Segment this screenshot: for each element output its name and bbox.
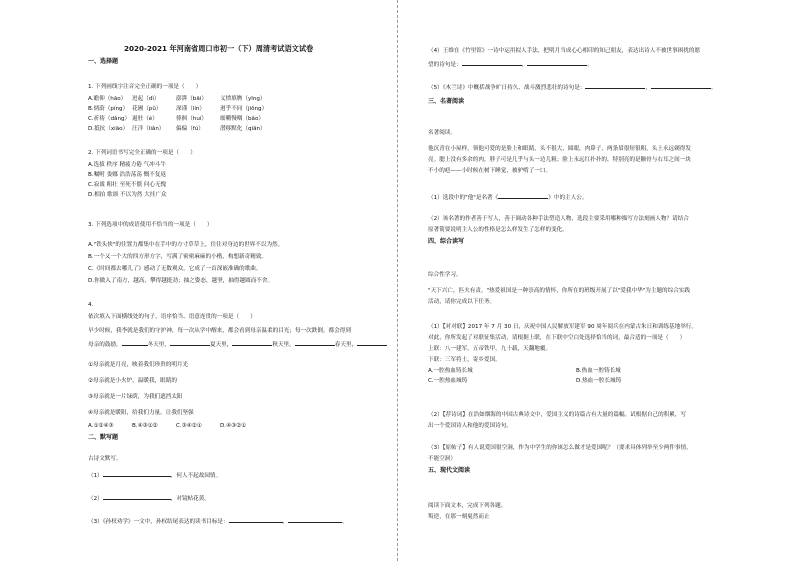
q2-option-d: D.相拍 歌颂 不以为然 大挂广众 — [88, 192, 167, 198]
q1-b-2: 花圃（pǔ） — [132, 106, 162, 112]
q1-option-b — [88, 106, 268, 113]
couplet-lower: 下联：三军将士，寄乡爱国。 — [428, 357, 501, 363]
q4-stem: 依次填入下面横线处的句子，语序恰当、语意连贯的一项是（ ） — [88, 314, 256, 320]
q1-option-d — [88, 126, 264, 133]
q1-b-4: 迥乎不同（jiōng） — [220, 106, 268, 112]
dictation-4-blank-2[interactable] — [527, 59, 587, 66]
section-classics-heading: 三、名著阅读 — [428, 98, 465, 105]
couplet-option-c[interactable]: C.一腔热血城铸 — [428, 378, 468, 384]
integrated-intro-1: "天下兴亡，匹夫有责。"热爱祖国是一种崇高的情怀，你所在的班级开展了以"爱我中华"为主题的综合实践 — [428, 288, 691, 294]
dictation-2-blank[interactable] — [103, 493, 171, 500]
modern-reading-label: 阅读下面文本，完成下列各题。 — [428, 503, 507, 509]
classics-q1 — [428, 192, 587, 202]
modern-reading-subtitle: 叛逆，在那一刻戛然而止 — [428, 514, 490, 520]
q1-a-1: A.瞻仰（hāo） — [88, 96, 127, 102]
q3-option-a: A."铁头侠"的往置力都集中在手中的方寸草草上，往往对身边的世界不以为然。 — [88, 242, 284, 248]
q4-p2-a: 母亲的鼓励， — [88, 342, 122, 348]
q3-option-c: C.《时间都去哪儿了》感动了无数观众，它成了一首深嵌准确的歌曲。 — [88, 266, 262, 272]
classics-q2-line2: 原著简要说明主人公的性格是怎么样发生了怎样的变化。 — [428, 227, 568, 233]
q2-stem: 2. 下列词语书写完全正确的一项是（ ） — [88, 150, 196, 156]
q1-a-4: 义愤填膺（yīng） — [220, 96, 266, 102]
dictation-5-blank-1[interactable] — [585, 82, 645, 89]
q4-blank-4[interactable] — [295, 339, 335, 346]
section-choice-heading: 一、选择题 — [88, 58, 119, 65]
q4-blank-2[interactable] — [170, 339, 210, 346]
q4-passage-2 — [88, 339, 387, 349]
q1-d-4: 潜移默化（qiǎn） — [220, 126, 266, 132]
couplet-line1: （1）【对对联】2017 年 7 月 30 日，庆祝中国人民解放军建军 90 周年阅兵在内蒙古朱日和训练基地举行。 — [428, 324, 697, 330]
dictation-3-blank-2[interactable] — [288, 516, 342, 523]
couplet-option-b[interactable]: B.热血一腔铸长城 — [576, 368, 621, 374]
q4-p2-e: 春天里， — [334, 342, 358, 348]
q4-choice-d[interactable]: D.④③②① — [220, 423, 247, 429]
q1-d-1: D.抵抗（xiāo） — [88, 126, 129, 132]
q4-number: 4. — [88, 302, 94, 308]
dictation-5-blank-2[interactable] — [651, 82, 711, 89]
dictation-4-text: 望的诗句是： — [428, 62, 462, 68]
q1-d-3: 偏偏（fú） — [176, 126, 204, 132]
q1-a-2: 迸起（dì） — [132, 96, 160, 102]
classics-passage-2: 亮。腮上没有多余的肉，脖子可是几乎与头一边儿粗；脸上永远红扑扑的，特别亮的是颧骨与右耳之间一块 — [428, 157, 691, 163]
classics-passage-1: 他沉青在小屋样，领他可爱的是脸上和眼睛，头不很大，圆眼，肉鼻子，两条眉很短很粗，头上永远剃得发 — [428, 146, 691, 152]
dictation-4-line1: （4）王维在《竹里馆》一诗中运用拟人手法，把明月当成心心相印的知己朋友，表达出诗人不被世事困扰的愿 — [428, 48, 701, 54]
q4-choice-c[interactable]: C.③④②① — [176, 423, 202, 429]
integrated-intro-2: 活动，请你完成以下任务。 — [428, 299, 496, 305]
q4-item-3: ③母亲就是一片绿荫，为我们遮挡太阳 — [88, 394, 183, 400]
q3-option-b: B.一个又一个大的四方形方字，写满了密密麻麻的小楷，构想新奇精致。 — [88, 254, 268, 260]
post-q-line2: 不能空洞） — [428, 456, 456, 462]
q2-option-c: C.寂谧 粗壮 至死不僵 问心无愧 — [88, 182, 167, 188]
q1-stem: 1. 下列画线字注音完全正确的一项是（ ） — [88, 84, 202, 90]
q4-passage-1: 早少时候，我李就是我们的守护神，每一次从学中醒来，都会看到母亲温柔的目光；每一次跌倒，都会得到 — [88, 328, 351, 334]
q1-option-a — [88, 96, 264, 103]
couplet-option-a[interactable]: A.一腔热血铸长城 — [428, 368, 473, 374]
dictation-4-blank-1[interactable] — [462, 59, 522, 66]
dictation-5-text: （5）《木兰诗》中概括战争旷日持久、战斗激烈悲壮的诗句是： — [428, 85, 586, 91]
q4-p2-c: 夏天里， — [209, 342, 233, 348]
column-divider — [397, 0, 398, 561]
q1-c-4: 细嚼慢咽（bǎo） — [220, 116, 264, 122]
q3-option-d: D.你做入了南方，越高，攀得越挺劲；抽之姿态，越坚，抽得越圆而不舍。 — [88, 278, 274, 284]
couplet-upper: 上联：八一建军，五帝铁甲，九十载，天翻地覆。 — [428, 346, 552, 352]
q1-b-3: 深谨（lín） — [176, 106, 206, 112]
dictation-2-text: ，对镜帖花黄。 — [170, 496, 210, 502]
dictation-3-blank-1[interactable] — [229, 516, 283, 523]
page-title: 2020-2021 年河南省周口市初一（下）周清考试语文试卷 — [124, 44, 314, 53]
q4-blank-1[interactable] — [122, 339, 148, 346]
q1-option-c — [88, 116, 264, 123]
dictation-3-sep: ， — [282, 519, 289, 525]
q1-c-1: C.祈祷（dǎng） — [88, 116, 131, 122]
q4-item-4: ④母亲就是暖阳，给我们力量，让我们坚强 — [88, 410, 194, 416]
q4-item-1: ①母亲就是月亮，映着我们珍贵的明月光 — [88, 362, 189, 368]
classics-label: 名著阅读。 — [428, 130, 456, 136]
q2-option-a: A.选拔 秩序 精疲力倦 气冲斗牛 — [88, 162, 166, 168]
q1-c-3: 徘徊（huí） — [176, 116, 208, 122]
q2-option-b: B.嘱咐 娄娜 浩浩荡荡 慨不复返 — [88, 172, 167, 178]
section-modern-reading-heading: 五、现代文阅读 — [428, 467, 471, 474]
q4-choices — [88, 423, 264, 430]
classics-q1-blank[interactable] — [498, 192, 548, 199]
q1-a-3: 澎湃（bāi） — [176, 96, 207, 102]
q1-c-2: 遏驻（è） — [132, 116, 158, 122]
dictation-3 — [88, 516, 348, 526]
dictation-3-end: 。 — [342, 519, 348, 525]
classics-q1-end: 》中的主人公。 — [548, 195, 588, 201]
q4-blank-5[interactable] — [357, 339, 387, 346]
dictation-intro: 古诗文默写。 — [88, 456, 122, 462]
q4-item-2: ②母亲就是小火炉，温暖我，眼睛的 — [88, 378, 177, 384]
dictation-1-text: ，何人不起故园情。 — [170, 473, 222, 479]
q1-b-1: B.炳蔚（píng） — [88, 106, 129, 112]
couplet-options-cd — [428, 378, 724, 385]
section-integrated-heading: 四、综合读写 — [428, 238, 465, 245]
section-dictation-heading: 二、默写题 — [88, 434, 119, 441]
poetry-q-line1: （2）【荐诗词】在浩如烟海的中国古典诗文中，爱国主义的诗篇占有大量的篇幅。试根据自己的积累，写 — [428, 412, 687, 418]
q1-d-2: 汪洋（liǎn） — [132, 126, 165, 132]
dictation-4-line2: 望的诗句是： ， 。 — [428, 59, 593, 69]
integrated-label: 综合性学习。 — [428, 272, 462, 278]
classics-q1-text: （1）选段中的"他"是名著《 — [428, 195, 499, 201]
dictation-2 — [88, 493, 210, 503]
dictation-5: （5）《木兰诗》中概括战争旷日持久、战斗激烈悲壮的诗句是： ， 。 — [428, 82, 717, 92]
couplet-line2: 对此，你所发起了对联征集活动，请根据上联，在下联中空白处选择恰当的词，最合适的一项是（ ） — [428, 335, 686, 341]
dictation-1 — [88, 470, 221, 480]
dictation-1-blank[interactable] — [103, 470, 171, 477]
q4-blank-3[interactable] — [232, 339, 272, 346]
dictation-2-num: （2） — [88, 496, 103, 502]
poetry-q-line2: 出一个爱国诗人和他的爱国诗句。 — [428, 423, 512, 429]
dictation-3-text: （3）《孙权劝学》一文中，孙权结尾表达的读书目标是： — [88, 519, 229, 525]
q4-choice-b[interactable]: B.④③①② — [132, 423, 158, 429]
couplet-options-ab — [428, 368, 724, 375]
q4-choice-a[interactable]: A.①②④③ — [88, 423, 114, 429]
q4-p2-b: 冬天里， — [147, 342, 170, 348]
couplet-option-d[interactable]: D.热血一腔长城铸 — [576, 378, 622, 384]
q3-stem: 3. 下列选项中的成语使用不恰当的一项是（ ） — [88, 222, 213, 228]
q4-p2-d: 秋天里， — [272, 342, 295, 348]
classics-q2-line1: （2）该名著的作者善于写人，善于调动各种手法塑造人物，选段主要采用哪种描写方法刻画人物？请结合 — [428, 216, 689, 222]
dictation-1-num: （1） — [88, 473, 103, 479]
post-q-line1: （3）【原帖子】有人说爱国很空洞，作为中学生的你该怎么做才是爱国呢？（要求具体列举至少两件事情， — [428, 445, 692, 451]
classics-passage-3: 不小的疤——小时候在树下睡觉，被驴啃了一口。 — [428, 168, 552, 174]
